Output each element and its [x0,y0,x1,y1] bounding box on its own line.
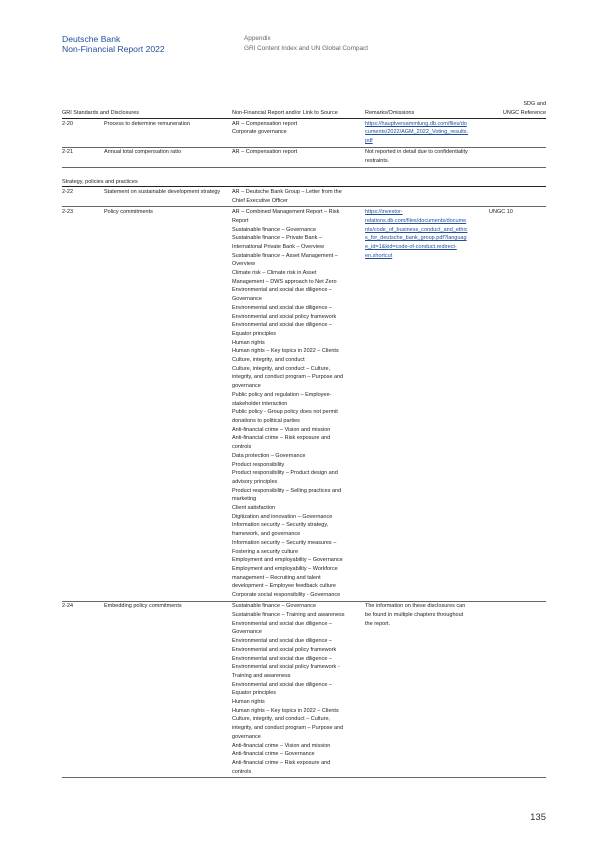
col-header-sdg-line2: UNGC Reference [502,109,547,116]
section-heading-body [62,167,546,187]
disclosure-code: 2-22 [62,187,104,207]
table-group-2 [62,187,546,778]
remarks-link[interactable]: pdf [365,138,373,145]
brand-name: Deutsche Bank [62,34,121,44]
gri-content-table [62,100,546,778]
remarks-cell [365,601,489,778]
reference-line: AR – Compensation report [232,120,298,127]
table-header-row [62,100,546,118]
remarks-link[interactable]: relations.db.com/files/documents/docume [365,217,467,224]
col-header-sdg-line1: SDG and [523,101,547,107]
report-references [232,207,365,601]
reference-line: Product responsibility [232,461,285,468]
reference-line: Report [232,217,249,224]
reference-line: Environmental and social policy framework [232,313,337,320]
disclosure-title: Statement on sustainable development strategy [104,187,232,207]
reference-line: marketing [232,496,257,503]
reference-line: Equator principles [232,690,277,697]
reference-line: Data protection – Governance [232,452,306,459]
remarks-link[interactable]: cuments/2022/AGM_2022_Voting_results. [365,129,469,136]
disclosure-title: Policy commitments [104,207,232,601]
remarks-cell [365,207,489,601]
reference-line: Information security – Security measures – [232,539,337,546]
reference-line: Environmental and social policy framework [232,646,337,653]
sdg-reference [489,147,546,167]
remarks-link[interactable]: e_id=1&kid=code-of-conduct.redirect- [365,243,457,250]
reference-line: Fostering a security culture [232,548,299,555]
reference-line: governance [232,733,261,740]
reference-line: AR – Deutsche Bank Group – Letter from the [232,189,342,196]
remarks-cell [365,187,489,207]
table-row [62,118,546,147]
reference-line: Public policy - Group policy does not permit [232,409,338,416]
reference-line: Environmental and social policy framework - [232,664,340,671]
reference-line: Environmental and social due diligence – [232,322,332,329]
reference-line: Culture, integrity, and conduct – Culture, [232,365,331,372]
reference-line: Employment and employability – Workforce [232,565,338,572]
reference-line: Anti-financial crime – Governance [232,751,315,758]
reference-line: AR – Compensation report [232,149,298,156]
sdg-reference [489,601,546,778]
remarks-text: be found in multiple chapters throughout [365,612,464,619]
report-references [232,118,365,147]
table-row [62,147,546,167]
page-number: 135 [530,812,546,823]
reference-line: Chief Executive Officer [232,197,288,204]
reference-line: Overview [232,261,255,268]
section-heading-row [62,167,546,187]
reference-line: Environmental and social due diligence – [232,655,332,662]
disclosure-code: 2-23 [62,207,104,601]
remarks-text: the report. [365,620,391,627]
table-group-1 [62,118,546,167]
report-references [232,601,365,778]
reference-line: Sustainable finance – Governance [232,603,317,610]
reference-line: Sustainable finance – Private Bank – [232,235,322,242]
report-header [62,34,165,54]
sdg-reference: UNGC 10 [489,207,546,601]
reference-line: Management – DWS approach to Net Zero [232,278,337,285]
section-title: Appendix [244,35,271,42]
col-header-gri: GRI Standards and Disclosures [62,100,232,118]
reference-line: integrity, and conduct program – Purpose and [232,374,344,381]
reference-line: integrity, and conduct program – Purpose and [232,725,344,732]
reference-line: controls [232,768,252,775]
reference-line: Environmental and social due diligence – [232,638,332,645]
remarks-link[interactable]: https://investor- [365,209,403,216]
section-subtitle: GRI Content Index and UN Global Compact [244,45,368,52]
reference-line: Anti-financial crime – Vision and mission [232,426,331,433]
reference-line: Human rights [232,699,265,706]
reference-line: stakeholder interaction [232,400,288,407]
reference-line: Environmental and social due diligence – [232,287,332,294]
reference-line: Anti-financial crime – Vision and mission [232,742,331,749]
report-references [232,147,365,167]
reference-line: Information security – Security strategy, [232,522,329,529]
reference-line: Corporate social responsibility - Governance [232,592,341,599]
reference-line: controls [232,444,252,451]
reference-line: AR – Combined Management Report – Risk [232,209,340,216]
section-header [244,34,368,54]
disclosure-code: 2-21 [62,147,104,167]
reference-line: Climate risk – Climate risk in Asset [232,270,317,277]
reference-line: Sustainable finance – Governance [232,226,317,233]
sdg-reference [489,118,546,147]
reference-line: Employment and employability – Governance [232,557,343,564]
report-title: Non-Financial Report 2022 [62,44,165,54]
reference-line: Public policy and regulation – Employee- [232,391,332,398]
remarks-link[interactable]: s_for_deutsche_bank_group.pdf?languag [365,235,467,242]
remarks-link[interactable]: en.shortcut [365,252,393,259]
remarks-text: The information on these disclosures can [365,603,466,610]
reference-line: Client satisfaction [232,505,276,512]
section-heading: Strategy, policies and practices [62,167,546,187]
reference-line: Product responsibility – Selling practices and [232,487,342,494]
sdg-reference [489,187,546,207]
reference-line: Culture, integrity, and conduct [232,357,305,364]
reference-line: Culture, integrity, and conduct – Culture, [232,716,331,723]
table-row [62,207,546,601]
remarks-link[interactable]: nts/code_of_business_conduct_and_ethic [365,226,468,233]
col-header-report: Non-Financial Report and/or Link to Source [232,100,365,118]
disclosure-code: 2-20 [62,118,104,147]
table-row [62,187,546,207]
disclosure-code: 2-24 [62,601,104,778]
reference-line: Sustainable finance – Asset Management – [232,252,338,259]
reference-line: Human rights – Key topics in 2022 – Clients [232,348,339,355]
remarks-link[interactable]: https://hauptversammlung.db.com/files/do [365,120,467,127]
remarks-text: Not reported in detail due to confidentiality [365,149,468,156]
reference-line: management – Recruiting and talent [232,574,321,581]
reference-line: Governance [232,629,262,636]
reference-line: donations to political parties [232,417,300,424]
remarks-cell [365,147,489,167]
col-header-sdg [489,100,546,118]
reference-line: Environmental and social due diligence – [232,681,332,688]
remarks-text: restraints. [365,158,390,165]
reference-line: Equator principles [232,330,277,337]
reference-line: Training and awareness [232,672,291,679]
reference-line: Environmental and social due diligence – [232,620,332,627]
reference-line: Sustainable finance – Training and awareness [232,612,345,619]
disclosure-title: Embedding policy commitments [104,601,232,778]
reference-line: Environmental and social due diligence – [232,304,332,311]
reference-line: Product responsibility – Product design and [232,470,338,477]
reference-line: Human rights [232,339,265,346]
reference-line: development – Employee feedback culture [232,583,336,590]
report-references [232,187,365,207]
reference-line: Corporate governance [232,129,287,136]
reference-line: governance [232,383,261,390]
reference-line: Anti-financial crime – Risk exposure and [232,760,331,766]
col-header-remarks: Remarks/Omissions [365,100,489,118]
reference-line: Digitization and innovation – Governance [232,513,333,520]
reference-line: framework, and governance [232,531,301,538]
disclosure-title: Process to determine remuneration [104,118,232,147]
reference-line: advisory principles [232,478,278,485]
reference-line: Human rights – Key topics in 2022 – Clients [232,707,339,714]
disclosure-title: Annual total compensation ratio [104,147,232,167]
remarks-cell [365,118,489,147]
reference-line: International Private Bank – Overview [232,243,325,250]
table-row [62,601,546,778]
reference-line: Anti-financial crime – Risk exposure and [232,435,331,442]
reference-line: Governance [232,296,262,303]
